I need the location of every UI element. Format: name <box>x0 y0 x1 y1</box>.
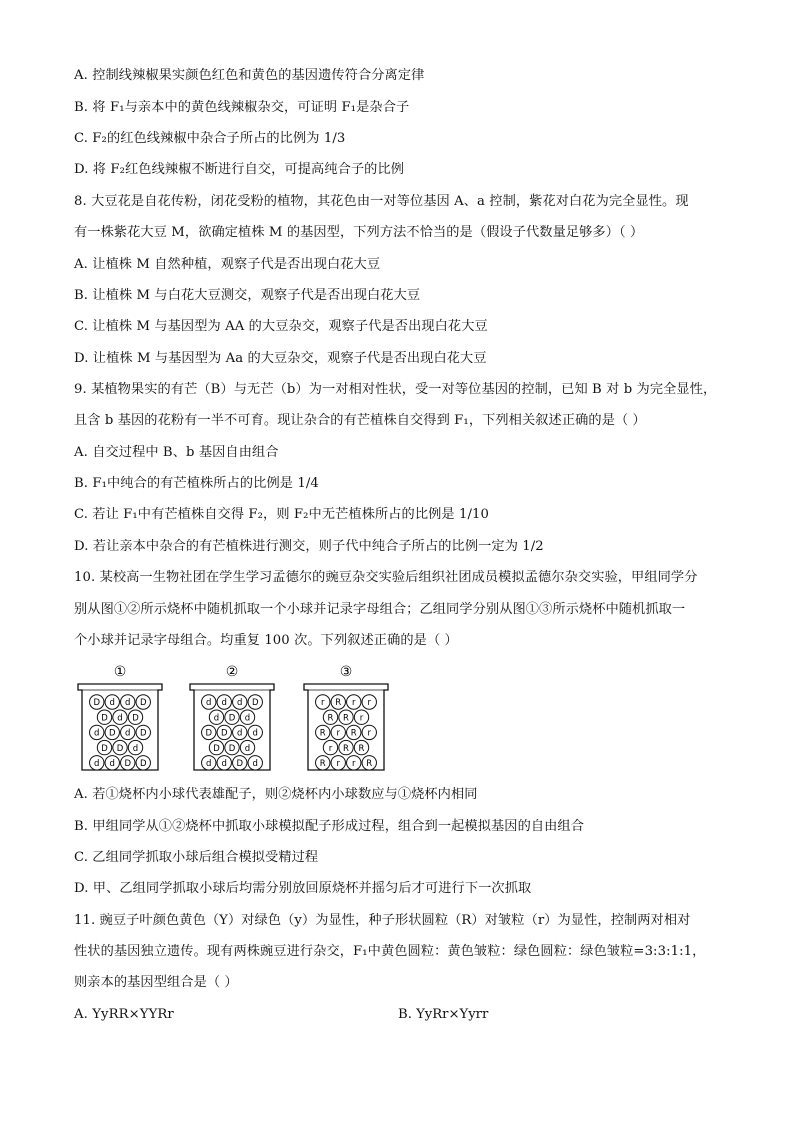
q8-option-b: B. 让植株 M 与白花大豆测交，观察子代是否出现白花大豆 <box>74 288 421 303</box>
ball-letter: d <box>206 698 212 709</box>
ball-letter: r <box>336 728 340 739</box>
ball-letter: R <box>335 698 342 709</box>
ball-letter: D <box>116 743 124 754</box>
q9-option-b: B. F₁中纯合的有芒植株所占的比例是 1/4 <box>74 476 319 491</box>
ball-R <box>339 740 353 754</box>
ball-d <box>248 756 262 770</box>
ball-letter: r <box>352 698 356 709</box>
ball-d <box>202 756 216 770</box>
beaker-label: ③ <box>339 664 353 680</box>
beaker-outline <box>190 684 274 770</box>
ball-D <box>136 756 150 770</box>
ball-R <box>316 756 330 770</box>
ball-letter: d <box>132 743 139 754</box>
ball-D <box>248 695 262 709</box>
ball-r <box>362 695 376 709</box>
q7-option-d: D. 将 F₂红色线辣椒不断进行自交，可提高纯合子的比例 <box>74 162 405 177</box>
ball-R <box>331 695 345 709</box>
ball-letter: r <box>328 743 333 754</box>
ball-letter: d <box>252 728 258 739</box>
ball-D <box>202 725 216 739</box>
ball-letter: R <box>319 728 326 739</box>
ball-R <box>362 756 376 770</box>
ball-d <box>248 725 262 739</box>
beaker-label: ② <box>225 664 239 680</box>
beaker-figure <box>76 664 396 774</box>
ball-letter: r <box>359 713 364 724</box>
q10-option-c: C. 乙组同学抓取小球后组合模拟受精过程 <box>74 850 319 865</box>
ball-letter: R <box>358 743 365 754</box>
ball-letter: r <box>367 728 371 739</box>
ball-r <box>323 740 337 754</box>
ball-D <box>97 710 111 724</box>
q10-option-b: B. 甲组同学从①②烧杯中抓取小球模拟配子形成过程，组合到一起模拟基因的自由组合 <box>74 819 585 834</box>
ball-letter: D <box>101 743 108 754</box>
beaker-outline <box>78 684 162 770</box>
ball-letter: d <box>206 759 212 769</box>
q8-stem-line2: 有一株紫花大豆 M，欲确定植株 M 的基因型，下列方法不恰当的是（假设子代数量足够多）（ ） <box>74 225 644 240</box>
ball-d <box>105 756 119 770</box>
ball-D <box>105 725 119 739</box>
ball-letter: D <box>139 759 147 769</box>
ball-r <box>354 710 368 724</box>
q7-option-c: C. F₂的红色线辣椒中杂合子所占的比例为 1/3 <box>74 131 346 146</box>
q11-stem-line2: 性状的基因独立遗传。现有两株豌豆进行杂交，F₁中黄色圆粒：黄色皱粒：绿色圆粒：绿色皱粒=3:3:1:1， <box>74 944 706 959</box>
ball-letter: d <box>244 743 251 754</box>
ball-letter: D <box>213 743 220 754</box>
ball-d <box>240 740 254 754</box>
ball-letter: d <box>94 759 100 769</box>
ball-letter: R <box>366 759 373 769</box>
ball-D <box>217 725 231 739</box>
ball-d <box>113 710 127 724</box>
ball-letter: D <box>93 698 101 709</box>
ball-letter: d <box>109 698 115 709</box>
ball-D <box>209 740 223 754</box>
ball-letter: d <box>252 759 258 769</box>
ball-letter: d <box>213 713 220 724</box>
q8-option-c: C. 让植株 M 与基因型为 AA 的大豆杂交，观察子代是否出现白花大豆 <box>74 319 488 334</box>
beaker-3 <box>304 664 388 770</box>
ball-r <box>331 756 345 770</box>
q9-stem-line1: 9. 某植物果实的有芒（B）与无芒（b）为一对相对性状，受一对等位基因的控制，已知 B 对 b 为完全显性， <box>74 382 717 397</box>
ball-letter: r <box>367 698 371 709</box>
beaker-label: ① <box>113 664 127 680</box>
ball-letter: d <box>221 759 227 769</box>
q10-stem-line3: 个小球并记录字母组合。均重复 100 次。下列叙述正确的是（ ） <box>74 633 458 648</box>
ball-letter: R <box>327 713 334 724</box>
ball-letter: d <box>109 759 115 769</box>
ball-letter: d <box>125 698 131 709</box>
ball-letter: r <box>321 698 325 709</box>
ball-R <box>339 710 353 724</box>
ball-d <box>217 695 231 709</box>
q10-stem-line1: 10. 某校高一生物社团在学生学习孟德尔的豌豆杂交实验后组织社团成员模拟孟德尔杂交实验，甲组同学分 <box>74 570 698 585</box>
ball-letter: R <box>350 728 357 739</box>
ball-letter: d <box>94 728 100 739</box>
ball-d <box>233 725 247 739</box>
ball-R <box>323 710 337 724</box>
ball-letter: D <box>139 698 147 709</box>
ball-letter: D <box>101 713 108 724</box>
ball-d <box>121 725 135 739</box>
ball-letter: d <box>237 728 243 739</box>
beaker-outline <box>304 684 388 770</box>
ball-r <box>362 725 376 739</box>
q11-stem-line1: 11. 豌豆子叶颜色黄色（Y）对绿色（y）为显性，种子形状圆粒（R）对皱粒（r）为显性，控制两对相对 <box>74 913 691 928</box>
ball-d <box>209 710 223 724</box>
q9-option-c: C. 若让 F₁中有芒植株自交得 F₂，则 F₂中无芒植株所占的比例是 1/10 <box>74 507 490 522</box>
ball-letter: d <box>125 728 131 739</box>
ball-D <box>225 740 239 754</box>
beaker-2 <box>190 664 274 770</box>
ball-D <box>121 756 135 770</box>
ball-D <box>136 725 150 739</box>
ball-letter: D <box>205 728 213 739</box>
ball-R <box>354 740 368 754</box>
ball-letter: D <box>124 759 132 769</box>
ball-D <box>225 710 239 724</box>
q10-option-a: A. 若①烧杯内小球代表雄配子，则②烧杯内小球数应与①烧杯内相同 <box>74 787 478 802</box>
ball-r <box>331 725 345 739</box>
ball-r <box>347 695 361 709</box>
ball-r <box>316 695 330 709</box>
q9-option-a: A. 自交过程中 B、b 基因自由组合 <box>74 445 279 460</box>
beaker-1 <box>78 664 162 770</box>
ball-D <box>128 710 142 724</box>
ball-letter: d <box>244 713 251 724</box>
ball-letter: R <box>343 743 349 754</box>
ball-letter: R <box>319 759 326 769</box>
ball-d <box>90 756 104 770</box>
q7-option-a: A. 控制线辣椒果实颜色红色和黄色的基因遗传符合分离定律 <box>74 68 425 83</box>
q11-option-b: B. YyRr×Yyrr <box>398 1007 489 1022</box>
ball-letter: D <box>228 713 236 724</box>
q9-option-d: D. 若让亲本中杂合的有芒植株进行测交，则子代中纯合子所占的比例一定为 1/2 <box>74 539 544 554</box>
ball-letter: D <box>108 728 116 739</box>
q10-stem-line2: 别从图①②所示烧杯中随机抓取一个小球并记录字母组合；乙组同学分别从图①③所示烧杯中随机抓取一 <box>74 602 686 617</box>
ball-letter: d <box>237 698 243 709</box>
ball-letter: d <box>221 698 227 709</box>
ball-d <box>202 695 216 709</box>
ball-letter: d <box>117 713 123 724</box>
ball-letter: D <box>228 743 236 754</box>
ball-D <box>233 756 247 770</box>
ball-d <box>90 725 104 739</box>
ball-letter: r <box>336 759 340 769</box>
ball-D <box>113 740 127 754</box>
ball-letter: R <box>343 713 349 724</box>
q11-option-a: A. YyRR×YYRr <box>74 1007 174 1022</box>
q8-stem-line1: 8. 大豆花是自花传粉，闭花受粉的植物，其花色由一对等位基因 A、a 控制，紫花对白花为完全显性。现 <box>74 194 689 209</box>
ball-d <box>105 695 119 709</box>
ball-D <box>136 695 150 709</box>
q10-option-d: D. 甲、乙组同学抓取小球后均需分别放回原烧杯并摇匀后才可进行下一次抓取 <box>74 881 532 896</box>
ball-letter: D <box>236 759 244 769</box>
ball-letter: D <box>139 728 147 739</box>
ball-letter: D <box>251 698 259 709</box>
q11-stem-line3: 则亲本的基因型组合是（ ） <box>74 975 238 990</box>
q7-option-b: B. 将 F₁与亲本中的黄色线辣椒杂交，可证明 F₁是杂合子 <box>74 100 410 115</box>
q8-option-d: D. 让植株 M 与基因型为 Aa 的大豆杂交，观察子代是否出现白花大豆 <box>74 351 487 366</box>
ball-r <box>347 756 361 770</box>
ball-d <box>121 695 135 709</box>
ball-d <box>233 695 247 709</box>
ball-d <box>128 740 142 754</box>
ball-D <box>97 740 111 754</box>
ball-d <box>240 710 254 724</box>
ball-D <box>90 695 104 709</box>
ball-letter: D <box>132 713 139 724</box>
ball-R <box>347 725 361 739</box>
q9-stem-line2: 且含 b 基因的花粉有一半不可育。现让杂合的有芒植株自交得到 F₁，下列相关叙述正确的是（ ） <box>74 413 646 428</box>
ball-letter: r <box>352 759 356 769</box>
q8-option-a: A. 让植株 M 自然种植，观察子代是否出现白花大豆 <box>74 257 381 272</box>
ball-letter: D <box>220 728 228 739</box>
ball-d <box>217 756 231 770</box>
ball-R <box>316 725 330 739</box>
